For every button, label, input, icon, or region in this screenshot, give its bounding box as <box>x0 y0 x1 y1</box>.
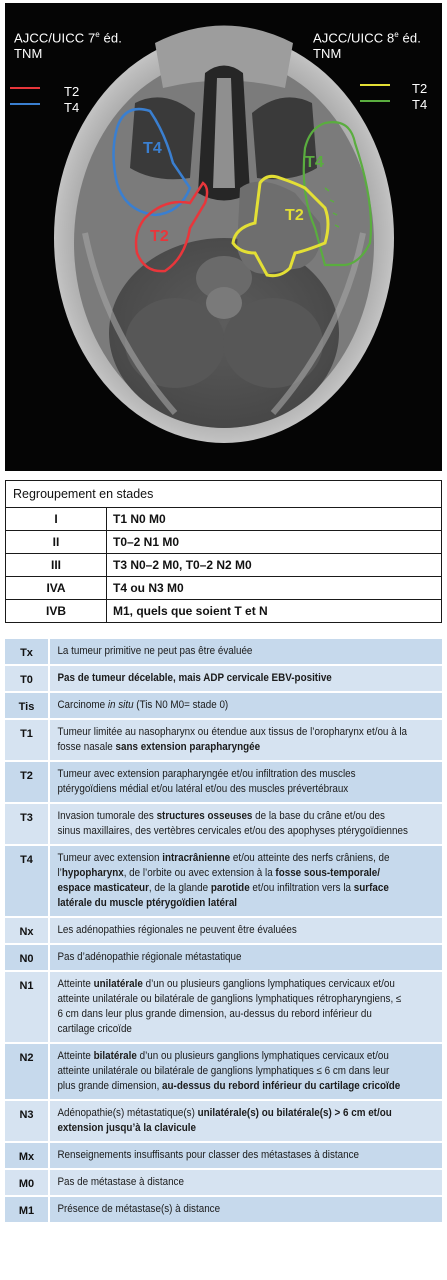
tnm-code: Mx <box>5 1143 50 1168</box>
stage-criteria: M1, quels que soient T et N <box>107 600 442 623</box>
stage-row <box>6 531 442 554</box>
mri-axial-image <box>5 3 442 471</box>
tnm-row-t3 <box>5 804 442 846</box>
tnm-description-segment: fosse sous-temporale/ espace masticateur <box>57 867 381 894</box>
tnm-row-n3 <box>5 1101 442 1143</box>
tnm-description-segment: et/ou atteinte des nerfs crâniens, de l’ <box>57 852 390 879</box>
tnm-row-m0 <box>5 1170 442 1197</box>
tnm-description-segment: Renseignements insuffisants pour classer des métastases à distance <box>57 1149 360 1161</box>
tnm-code: T0 <box>5 666 50 691</box>
tnm-code: Tis <box>5 693 50 718</box>
tnm-description-segment: in situ <box>107 699 134 711</box>
tnm-description-segment: Les adénopathies régionales ne peuvent être évaluées <box>57 924 297 936</box>
tnm-description-segment: Pas d’adénopathie régionale métastatique <box>57 951 242 963</box>
tnm-description-segment: Atteinte <box>57 978 94 990</box>
stage-grouping-table <box>5 480 442 623</box>
tnm-description-segment: , de l’orbite ou avec extension à la <box>123 867 276 879</box>
tnm-description-segment: d’un ou plusieurs ganglions lymphatiques cervicaux et/ou atteinte unilatérale ou bilatérale de ganglions lymphatiques rétropharyngiens, ≤ 6 cm dans leur plus grande dimension, au-dessus du rebord inférieur du cartilage cricoïde <box>57 978 402 1035</box>
tnm-description <box>50 666 415 691</box>
tnm-row-tis <box>5 693 442 720</box>
tnm-row-mx <box>5 1143 442 1170</box>
stage-criteria: T3 N0–2 M0, T0–2 N2 M0 <box>107 554 442 577</box>
tnm-description-segment: Présence de métastase(s) à distance <box>57 1203 221 1215</box>
stage-label: III <box>6 554 107 577</box>
tnm-description-segment: parotide <box>210 882 250 894</box>
stage-table-title: Regroupement en stades <box>6 481 442 508</box>
tnm-description <box>50 720 415 760</box>
tnm-code: N3 <box>5 1101 50 1141</box>
tnm-description-segment: structures osseuses <box>156 810 253 822</box>
tnm-code: N0 <box>5 945 50 970</box>
tnm-code: M0 <box>5 1170 50 1195</box>
tnm-description <box>50 762 415 802</box>
left-t2-label: T2 <box>150 228 169 245</box>
stage-label: IVB <box>6 600 107 623</box>
right-edition-header <box>313 27 421 62</box>
tnm-code: T1 <box>5 720 50 760</box>
tnm-description-segment: de la base du crâne et/ou des sinus maxillaires, des vertèbres cervicales et/ou des apophyses ptérygoïdiennes <box>57 810 408 837</box>
tnm-description-segment: et/ou infiltration vers la <box>249 882 354 894</box>
right-edition-line1: AJCC/UICC 8 <box>313 30 395 46</box>
stage-row <box>6 508 442 531</box>
tnm-description <box>50 918 415 943</box>
right-legend-t4 <box>360 97 427 112</box>
tnm-description <box>50 972 415 1042</box>
tnm-row-m1 <box>5 1197 442 1224</box>
legend-swatch-blue <box>10 103 40 105</box>
left-edition-line2: TNM <box>14 46 43 62</box>
tnm-description-segment: (Tis N0 M0= stade 0) <box>133 699 229 711</box>
tnm-code: T4 <box>5 846 50 916</box>
tnm-description-segment: d’un ou plusieurs ganglions lymphatiques cervicaux et/ou atteinte unilatérale ou bilatérale de ganglions lymphatiques ≤ 6 cm dans leur plus grande dimension, <box>57 1050 390 1092</box>
tnm-description-segment: surface latérale du muscle ptérygoïdien latéral <box>57 882 389 909</box>
legend-label: T4 <box>412 97 428 112</box>
tnm-description <box>50 1044 415 1099</box>
legend-label: T2 <box>412 81 428 96</box>
tnm-description <box>50 846 415 916</box>
stage-row <box>6 554 442 577</box>
tnm-row-t2 <box>5 762 442 804</box>
tnm-code: Tx <box>5 639 50 664</box>
stage-label: II <box>6 531 107 554</box>
legend-swatch-red <box>10 87 40 89</box>
tnm-description <box>50 945 415 970</box>
stage-label: I <box>6 508 107 531</box>
stage-criteria: T0–2 N1 M0 <box>107 531 442 554</box>
left-legend-t2 <box>10 84 79 99</box>
tnm-description-segment: Invasion tumorale des <box>57 810 157 822</box>
tnm-row-tx <box>5 639 442 666</box>
stage-row <box>6 577 442 600</box>
tnm-code: N2 <box>5 1044 50 1099</box>
mri-figure <box>5 3 442 471</box>
legend-swatch-green <box>360 100 390 102</box>
stage-label: IVA <box>6 577 107 600</box>
stage-criteria: T1 N0 M0 <box>107 508 442 531</box>
tnm-description-segment: au-dessus du rebord inférieur du cartilage cricoïde <box>162 1080 401 1092</box>
left-edition-header <box>14 27 122 62</box>
tnm-description <box>50 1197 415 1222</box>
tnm-description-segment: hypopharynx <box>61 867 124 879</box>
tnm-description-segment: unilatérale <box>93 978 143 990</box>
tnm-description <box>50 804 415 844</box>
tnm-description <box>50 1143 415 1168</box>
tnm-description-segment: Tumeur limitée au nasopharynx ou étendue aux tissus de l’oropharynx et/ou à la fosse nasale <box>57 726 408 753</box>
stage-criteria: T4 ou N3 M0 <box>107 577 442 600</box>
left-edition-suffix: éd. <box>99 30 122 46</box>
tnm-code: T3 <box>5 804 50 844</box>
stage-table-title-row <box>6 481 442 508</box>
legend-label: T4 <box>64 100 80 115</box>
tnm-code: T2 <box>5 762 50 802</box>
tnm-row-t1 <box>5 720 442 762</box>
tnm-description-segment: Atteinte <box>57 1050 94 1062</box>
tnm-description-segment: Carcinome <box>57 699 108 711</box>
legend-label: T2 <box>64 84 80 99</box>
tnm-row-t0 <box>5 666 442 693</box>
right-t4-label: T4 <box>305 154 324 171</box>
tnm-code: Nx <box>5 918 50 943</box>
stage-row <box>6 600 442 623</box>
right-edition-suffix: éd. <box>398 30 421 46</box>
stage-table-body <box>6 508 442 623</box>
tnm-code: M1 <box>5 1197 50 1222</box>
tnm-row-n0 <box>5 945 442 972</box>
tnm-description-segment: Adénopathie(s) métastatique(s) <box>57 1107 198 1119</box>
legend-swatch-yellow <box>360 84 390 86</box>
right-t2-label: T2 <box>285 207 304 224</box>
tnm-description-segment: , de la glande <box>148 882 211 894</box>
tnm-definitions-table <box>5 639 442 1224</box>
right-edition-line2: TNM <box>313 46 342 62</box>
tnm-description <box>50 693 415 718</box>
tnm-description-segment: La tumeur primitive ne peut pas être évaluée <box>57 645 253 657</box>
tnm-description-segment: Tumeur avec extension parapharyngée et/ou infiltration des muscles ptérygoïdiens médial et/ou latéral et/ou des muscles prévertébraux <box>57 768 356 795</box>
tnm-row-n1 <box>5 972 442 1044</box>
left-edition-line1: AJCC/UICC 7 <box>14 30 96 46</box>
tnm-row-nx <box>5 918 442 945</box>
tnm-description-segment: unilatérale(s) ou bilatérale(s) > 6 cm et/ou extension jusqu’à la clavicule <box>57 1107 392 1134</box>
tnm-row-n2 <box>5 1044 442 1101</box>
tnm-description <box>50 639 415 664</box>
left-edition-sup: e <box>95 30 100 39</box>
right-edition-sup: e <box>394 30 399 39</box>
tnm-description-segment: Tumeur avec extension <box>57 852 163 864</box>
tnm-description-segment: intracrânienne <box>162 852 231 864</box>
tnm-description-segment: Pas de tumeur décelable, mais ADP cervicale EBV-positive <box>57 672 332 684</box>
left-legend-t4 <box>10 100 79 115</box>
tnm-description-segment: bilatérale <box>93 1050 137 1062</box>
tnm-description-segment: Pas de métastase à distance <box>57 1176 184 1188</box>
tnm-description <box>50 1170 415 1195</box>
tnm-code: N1 <box>5 972 50 1042</box>
tnm-row-t4 <box>5 846 442 918</box>
tnm-description-segment: sans extension parapharyngée <box>115 741 261 753</box>
right-legend-t2 <box>360 81 427 96</box>
left-t4-label: T4 <box>143 140 162 157</box>
tnm-description <box>50 1101 415 1141</box>
